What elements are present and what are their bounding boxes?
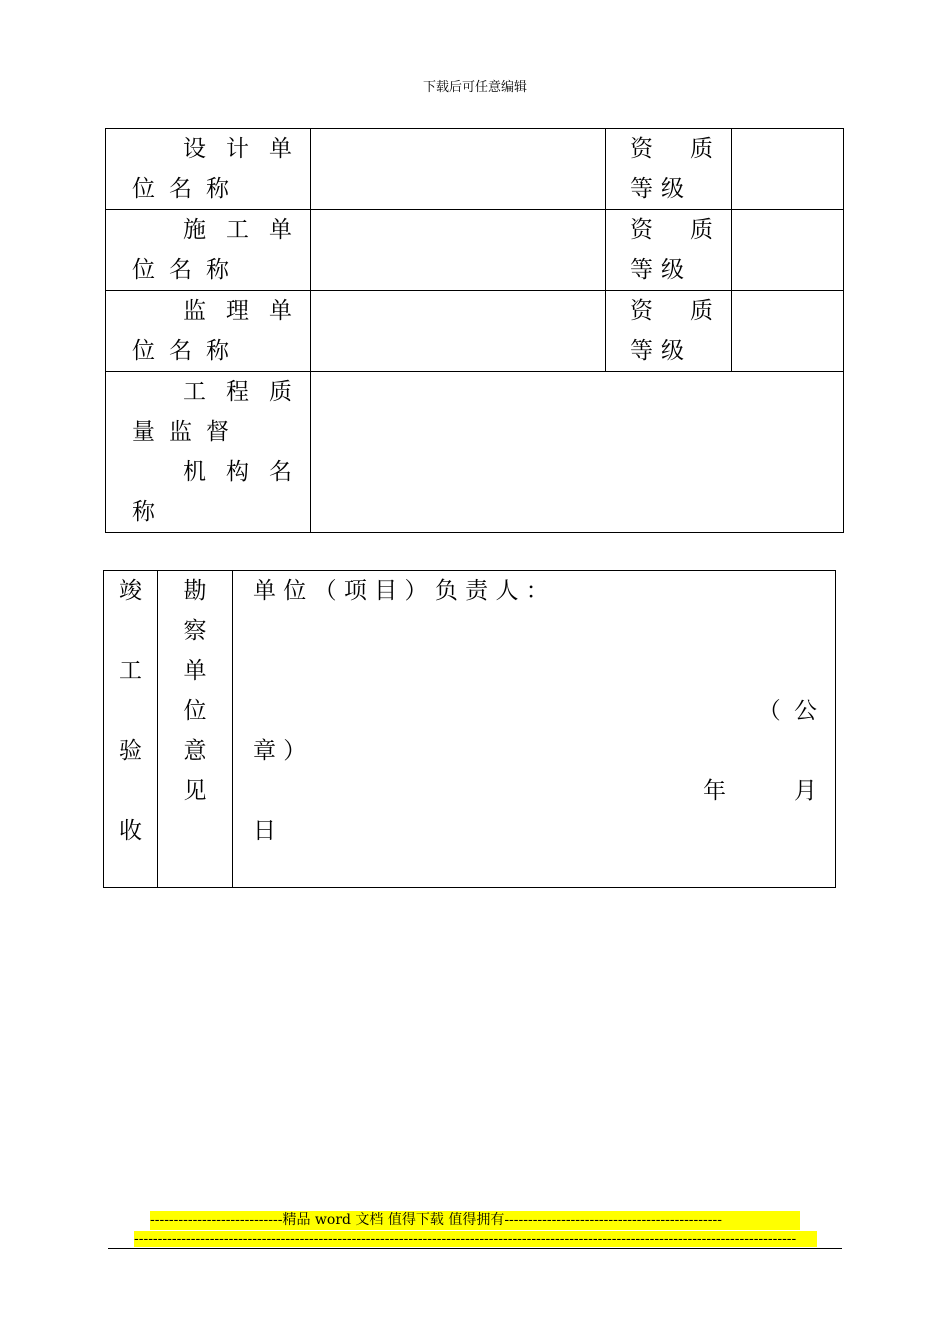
footer-rule [108,1248,842,1249]
construction-unit-value[interactable] [311,210,606,291]
quality-supervision-agency-value[interactable] [311,372,844,533]
quality-supervision-agency-label: 工程质 量监督 机构名 称 [106,372,311,533]
construction-unit-label: 施工单 位名称 [106,210,311,291]
unit-info-table [105,128,844,533]
table-row [104,571,836,888]
supervision-unit-value[interactable] [311,291,606,372]
survey-unit-opinion-label: 勘 察 单 位 意 见 [158,571,233,888]
table-row [106,372,844,533]
year-label: 年 [703,778,726,804]
supervision-unit-label: 监理单 位名称 [106,291,311,372]
qualification-value[interactable] [732,291,844,372]
day-label: 日 [253,818,276,844]
qualification-value[interactable] [732,210,844,291]
survey-unit-opinion-field[interactable] [233,571,836,888]
month-label: 月 [794,778,817,804]
acceptance-table [103,570,836,888]
table-row [106,129,844,210]
design-unit-label: 设计单 位名称 [106,129,311,210]
qualification-label: 资 质 等级 [606,210,732,291]
qualification-label: 资 质 等级 [606,291,732,372]
responsible-person-label: 单 位 （ 项 目 ） 负 责 人 ： [253,578,549,604]
table-row [106,291,844,372]
seal-label-close: 章 ） [253,738,307,764]
seal-label-open: （ 公 [757,698,817,724]
table-row [106,210,844,291]
design-unit-value[interactable] [311,129,606,210]
qualification-value[interactable] [732,129,844,210]
qualification-label: 资 质 等级 [606,129,732,210]
completion-acceptance-label: 竣 工 验 收 [104,571,158,888]
page-header: 下载后可任意编辑 [422,80,527,95]
